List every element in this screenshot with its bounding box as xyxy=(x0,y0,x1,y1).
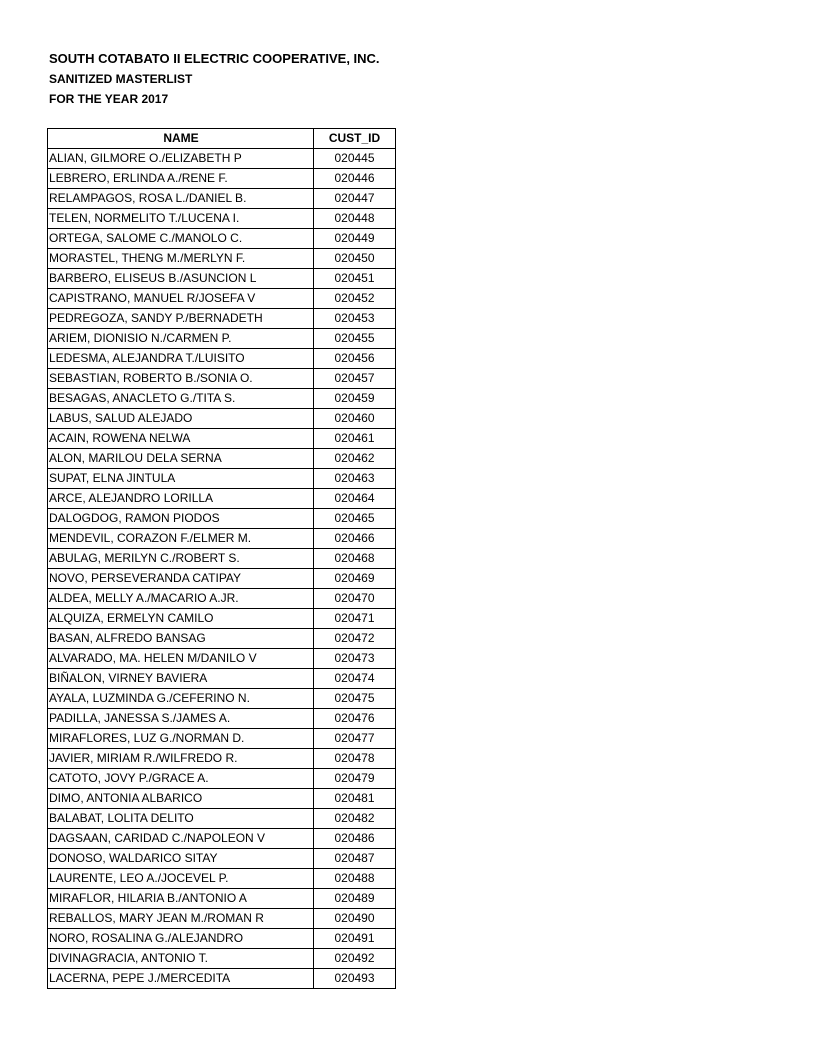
document-subtitle: SANITIZED MASTERLIST xyxy=(49,72,193,86)
customer-name-cell: DIVINAGRACIA, ANTONIO T. xyxy=(48,949,314,969)
table-row xyxy=(48,949,396,969)
table-row xyxy=(48,329,396,349)
table-row xyxy=(48,909,396,929)
table-row xyxy=(48,809,396,829)
customer-id-cell: 020461 xyxy=(314,429,396,449)
customer-id-cell: 020491 xyxy=(314,929,396,949)
table-row xyxy=(48,849,396,869)
table-row xyxy=(48,829,396,849)
table-row xyxy=(48,689,396,709)
customer-id-cell: 020448 xyxy=(314,209,396,229)
table-row xyxy=(48,749,396,769)
table-row xyxy=(48,549,396,569)
table-row xyxy=(48,929,396,949)
column-header-name: NAME xyxy=(48,129,314,149)
table-row xyxy=(48,389,396,409)
table-header-row xyxy=(48,129,396,149)
customer-id-cell: 020466 xyxy=(314,529,396,549)
table-row xyxy=(48,769,396,789)
customer-id-cell: 020452 xyxy=(314,289,396,309)
customer-id-cell: 020468 xyxy=(314,549,396,569)
customer-name-cell: DALOGDOG, RAMON PIODOS xyxy=(48,509,314,529)
customer-id-cell: 020487 xyxy=(314,849,396,869)
customer-id-cell: 020462 xyxy=(314,449,396,469)
table-row xyxy=(48,469,396,489)
table-row xyxy=(48,149,396,169)
table-row xyxy=(48,269,396,289)
customer-name-cell: ARCE, ALEJANDRO LORILLA xyxy=(48,489,314,509)
customer-name-cell: PADILLA, JANESSA S./JAMES A. xyxy=(48,709,314,729)
table-row xyxy=(48,369,396,389)
customer-name-cell: MENDEVIL, CORAZON F./ELMER M. xyxy=(48,529,314,549)
customer-name-cell: TELEN, NORMELITO T./LUCENA I. xyxy=(48,209,314,229)
customer-name-cell: BARBERO, ELISEUS B./ASUNCION L xyxy=(48,269,314,289)
customer-id-cell: 020447 xyxy=(314,189,396,209)
customer-id-cell: 020464 xyxy=(314,489,396,509)
customer-id-cell: 020486 xyxy=(314,829,396,849)
customer-name-cell: LAURENTE, LEO A./JOCEVEL P. xyxy=(48,869,314,889)
customer-id-cell: 020455 xyxy=(314,329,396,349)
customer-id-cell: 020475 xyxy=(314,689,396,709)
customer-name-cell: ALQUIZA, ERMELYN CAMILO xyxy=(48,609,314,629)
customer-id-cell: 020473 xyxy=(314,649,396,669)
customer-id-cell: 020482 xyxy=(314,809,396,829)
table-row xyxy=(48,529,396,549)
customer-id-cell: 020463 xyxy=(314,469,396,489)
customer-id-cell: 020492 xyxy=(314,949,396,969)
customer-id-cell: 020450 xyxy=(314,249,396,269)
customer-name-cell: REBALLOS, MARY JEAN M./ROMAN R xyxy=(48,909,314,929)
customer-name-cell: AYALA, LUZMINDA G./CEFERINO N. xyxy=(48,689,314,709)
masterlist-table xyxy=(47,128,396,989)
document-header xyxy=(49,49,380,109)
customer-id-cell: 020478 xyxy=(314,749,396,769)
customer-name-cell: BESAGAS, ANACLETO G./TITA S. xyxy=(48,389,314,409)
table-row xyxy=(48,189,396,209)
customer-id-cell: 020481 xyxy=(314,789,396,809)
customer-name-cell: MORASTEL, THENG M./MERLYN F. xyxy=(48,249,314,269)
customer-id-cell: 020457 xyxy=(314,369,396,389)
table-row xyxy=(48,509,396,529)
table-row xyxy=(48,349,396,369)
table-body xyxy=(48,149,396,989)
table-row xyxy=(48,709,396,729)
customer-id-cell: 020471 xyxy=(314,609,396,629)
customer-name-cell: BALABAT, LOLITA DELITO xyxy=(48,809,314,829)
customer-id-cell: 020451 xyxy=(314,269,396,289)
customer-name-cell: PEDREGOZA, SANDY P./BERNADETH xyxy=(48,309,314,329)
table-row xyxy=(48,869,396,889)
table-row xyxy=(48,789,396,809)
customer-name-cell: LEBRERO, ERLINDA A./RENE F. xyxy=(48,169,314,189)
customer-name-cell: NORO, ROSALINA G./ALEJANDRO xyxy=(48,929,314,949)
customer-id-cell: 020459 xyxy=(314,389,396,409)
customer-name-cell: NOVO, PERSEVERANDA CATIPAY xyxy=(48,569,314,589)
customer-id-cell: 020470 xyxy=(314,589,396,609)
table-row xyxy=(48,669,396,689)
table-row xyxy=(48,409,396,429)
customer-id-cell: 020456 xyxy=(314,349,396,369)
customer-id-cell: 020469 xyxy=(314,569,396,589)
customer-id-cell: 020479 xyxy=(314,769,396,789)
customer-name-cell: CAPISTRANO, MANUEL R/JOSEFA V xyxy=(48,289,314,309)
customer-name-cell: SUPAT, ELNA JINTULA xyxy=(48,469,314,489)
customer-name-cell: CATOTO, JOVY P./GRACE A. xyxy=(48,769,314,789)
customer-name-cell: SEBASTIAN, ROBERTO B./SONIA O. xyxy=(48,369,314,389)
customer-name-cell: BASAN, ALFREDO BANSAG xyxy=(48,629,314,649)
table-row xyxy=(48,589,396,609)
customer-name-cell: JAVIER, MIRIAM R./WILFREDO R. xyxy=(48,749,314,769)
customer-id-cell: 020465 xyxy=(314,509,396,529)
table-row xyxy=(48,309,396,329)
customer-name-cell: ORTEGA, SALOME C./MANOLO C. xyxy=(48,229,314,249)
customer-name-cell: BIÑALON, VIRNEY BAVIERA xyxy=(48,669,314,689)
customer-name-cell: ARIEM, DIONISIO N./CARMEN P. xyxy=(48,329,314,349)
table-row xyxy=(48,889,396,909)
table-row xyxy=(48,969,396,989)
customer-id-cell: 020474 xyxy=(314,669,396,689)
customer-name-cell: LEDESMA, ALEJANDRA T./LUISITO xyxy=(48,349,314,369)
table-row xyxy=(48,609,396,629)
document-year: FOR THE YEAR 2017 xyxy=(49,92,169,106)
customer-name-cell: MIRAFLOR, HILARIA B./ANTONIO A xyxy=(48,889,314,909)
customer-name-cell: DONOSO, WALDARICO SITAY xyxy=(48,849,314,869)
table-row xyxy=(48,209,396,229)
customer-name-cell: RELAMPAGOS, ROSA L./DANIEL B. xyxy=(48,189,314,209)
customer-name-cell: ALVARADO, MA. HELEN M/DANILO V xyxy=(48,649,314,669)
customer-id-cell: 020460 xyxy=(314,409,396,429)
table-row xyxy=(48,289,396,309)
table-row xyxy=(48,229,396,249)
table-row xyxy=(48,569,396,589)
customer-name-cell: LACERNA, PEPE J./MERCEDITA xyxy=(48,969,314,989)
customer-name-cell: ALIAN, GILMORE O./ELIZABETH P xyxy=(48,149,314,169)
table-row xyxy=(48,429,396,449)
customer-name-cell: ALON, MARILOU DELA SERNA xyxy=(48,449,314,469)
customer-name-cell: ALDEA, MELLY A./MACARIO A.JR. xyxy=(48,589,314,609)
customer-name-cell: MIRAFLORES, LUZ G./NORMAN D. xyxy=(48,729,314,749)
customer-name-cell: ACAIN, ROWENA NELWA xyxy=(48,429,314,449)
customer-id-cell: 020446 xyxy=(314,169,396,189)
customer-name-cell: LABUS, SALUD ALEJADO xyxy=(48,409,314,429)
customer-id-cell: 020488 xyxy=(314,869,396,889)
table-row xyxy=(48,729,396,749)
customer-name-cell: ABULAG, MERILYN C./ROBERT S. xyxy=(48,549,314,569)
customer-id-cell: 020472 xyxy=(314,629,396,649)
customer-name-cell: DIMO, ANTONIA ALBARICO xyxy=(48,789,314,809)
organization-name: SOUTH COTABATO II ELECTRIC COOPERATIVE, INC. xyxy=(49,51,380,66)
table-row xyxy=(48,649,396,669)
customer-id-cell: 020490 xyxy=(314,909,396,929)
customer-id-cell: 020493 xyxy=(314,969,396,989)
table-row xyxy=(48,169,396,189)
table-row xyxy=(48,629,396,649)
customer-id-cell: 020453 xyxy=(314,309,396,329)
customer-id-cell: 020489 xyxy=(314,889,396,909)
customer-id-cell: 020445 xyxy=(314,149,396,169)
customer-id-cell: 020449 xyxy=(314,229,396,249)
customer-id-cell: 020476 xyxy=(314,709,396,729)
customer-name-cell: DAGSAAN, CARIDAD C./NAPOLEON V xyxy=(48,829,314,849)
customer-id-cell: 020477 xyxy=(314,729,396,749)
table-row xyxy=(48,249,396,269)
column-header-cust-id: CUST_ID xyxy=(314,129,396,149)
table-row xyxy=(48,449,396,469)
table-row xyxy=(48,489,396,509)
